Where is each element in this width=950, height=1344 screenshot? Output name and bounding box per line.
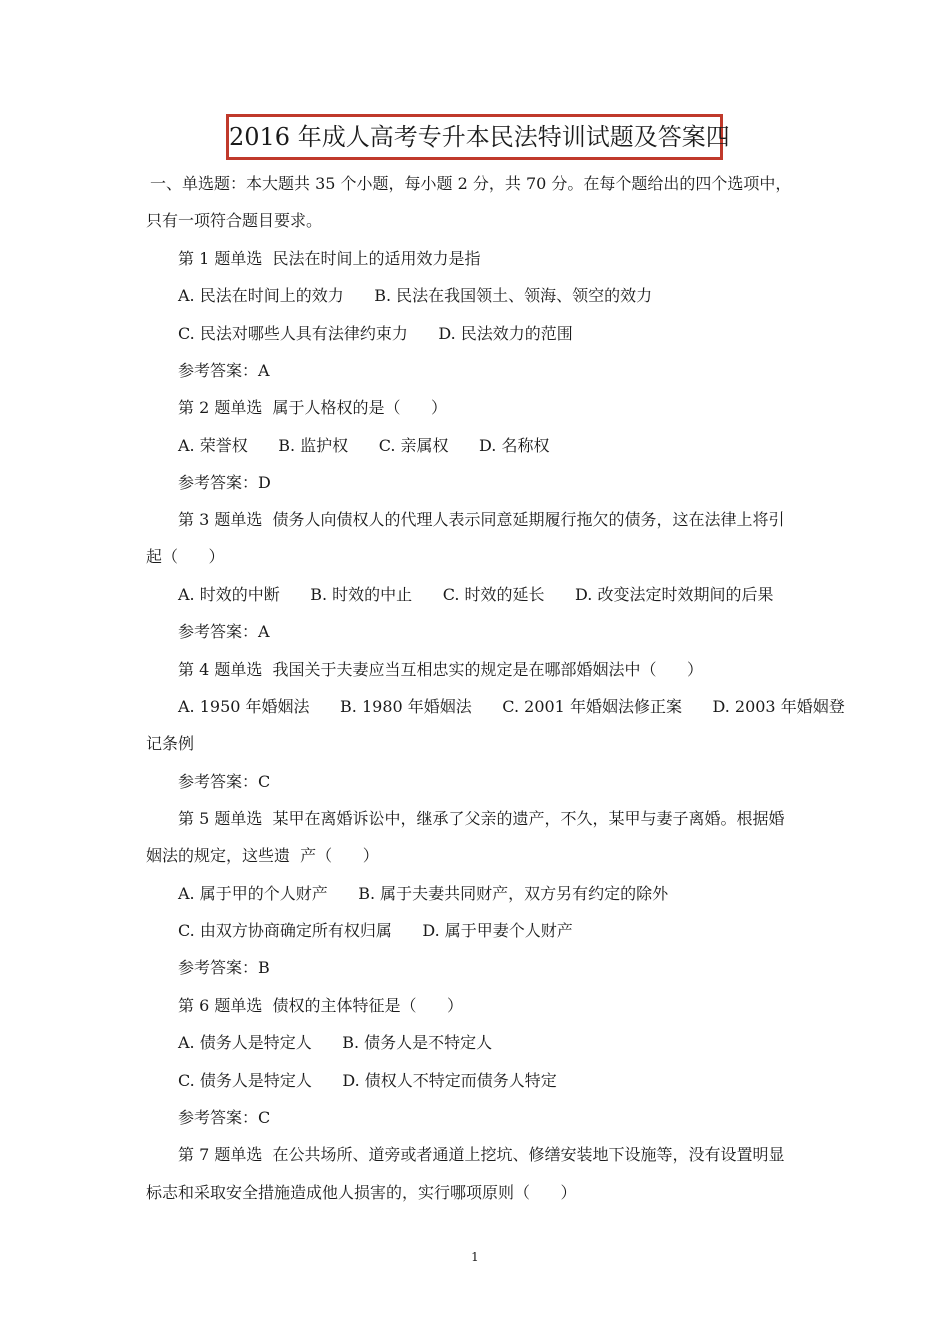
- q1-stem: 第 1 题单选 民法在时间上的适用效力是指: [178, 249, 481, 268]
- q4-answer: 参考答案：C: [178, 772, 271, 791]
- q3-answer: 参考答案：A: [178, 622, 270, 641]
- q6-stem: 第 6 题单选 债权的主体特征是（ ）: [178, 996, 464, 1015]
- q7-stem-cont: 标志和采取安全措施造成他人损害的，实行哪项原则（ ）: [146, 1183, 577, 1202]
- q2-options: A. 荣誉权 B. 监护权 C. 亲属权 D. 名称权: [178, 436, 550, 455]
- q5-options-cd: C. 由双方协商确定所有权归属 D. 属于甲妻个人财产: [178, 921, 573, 940]
- q5-options-ab: A. 属于甲的个人财产 B. 属于夫妻共同财产，双方另有约定的除外: [178, 884, 669, 903]
- section-heading: 一、单选题：本大题共 35 个小题，每小题 2 分，共 70 分。在每个题给出的四个选项中，: [150, 174, 792, 193]
- q3-options: A. 时效的中断 B. 时效的中止 C. 时效的延长 D. 改变法定时效期间的后果: [178, 585, 774, 604]
- q1-options-cd: C. 民法对哪些人具有法律约束力 D. 民法效力的范围: [178, 324, 573, 343]
- q1-answer: 参考答案：A: [178, 361, 270, 380]
- page-number: 1: [471, 1250, 479, 1264]
- page-title: 2016 年成人高考专升本民法特训试题及答案四: [226, 114, 723, 160]
- q3-stem: 第 3 题单选 债务人向债权人的代理人表示同意延期履行拖欠的债务，这在法律上将引: [178, 510, 785, 529]
- section-heading-cont: 只有一项符合题目要求。: [146, 211, 323, 230]
- q6-answer: 参考答案：C: [178, 1108, 271, 1127]
- q5-stem: 第 5 题单选 某甲在离婚诉讼中，继承了父亲的遗产，不久，某甲与妻子离婚。根据婚: [178, 809, 785, 828]
- q5-stem-cont: 姻法的规定，这些遗 产（ ）: [146, 846, 379, 865]
- q1-options-ab: A. 民法在时间上的效力 B. 民法在我国领土、领海、领空的效力: [178, 286, 653, 305]
- q7-stem: 第 7 题单选 在公共场所、道旁或者通道上挖坑、修缮安装地下设施等，没有设置明显: [178, 1145, 785, 1164]
- q6-options-cd: C. 债务人是特定人 D. 债权人不特定而债务人特定: [178, 1071, 557, 1090]
- q6-options-ab: A. 债务人是特定人 B. 债务人是不特定人: [178, 1033, 493, 1052]
- q5-answer: 参考答案：B: [178, 958, 270, 977]
- q2-stem: 第 2 题单选 属于人格权的是（ ）: [178, 398, 448, 417]
- q4-stem: 第 4 题单选 我国关于夫妻应当互相忠实的规定是在哪部婚姻法中（ ）: [178, 660, 704, 679]
- q4-options-cont: 记条例: [146, 734, 195, 753]
- q2-answer: 参考答案：D: [178, 473, 271, 492]
- q4-options: A. 1950 年婚姻法 B. 1980 年婚姻法 C. 2001 年婚姻法修正案 D. 2003 年婚姻登: [178, 697, 845, 716]
- q3-stem-cont: 起（ ）: [146, 547, 225, 566]
